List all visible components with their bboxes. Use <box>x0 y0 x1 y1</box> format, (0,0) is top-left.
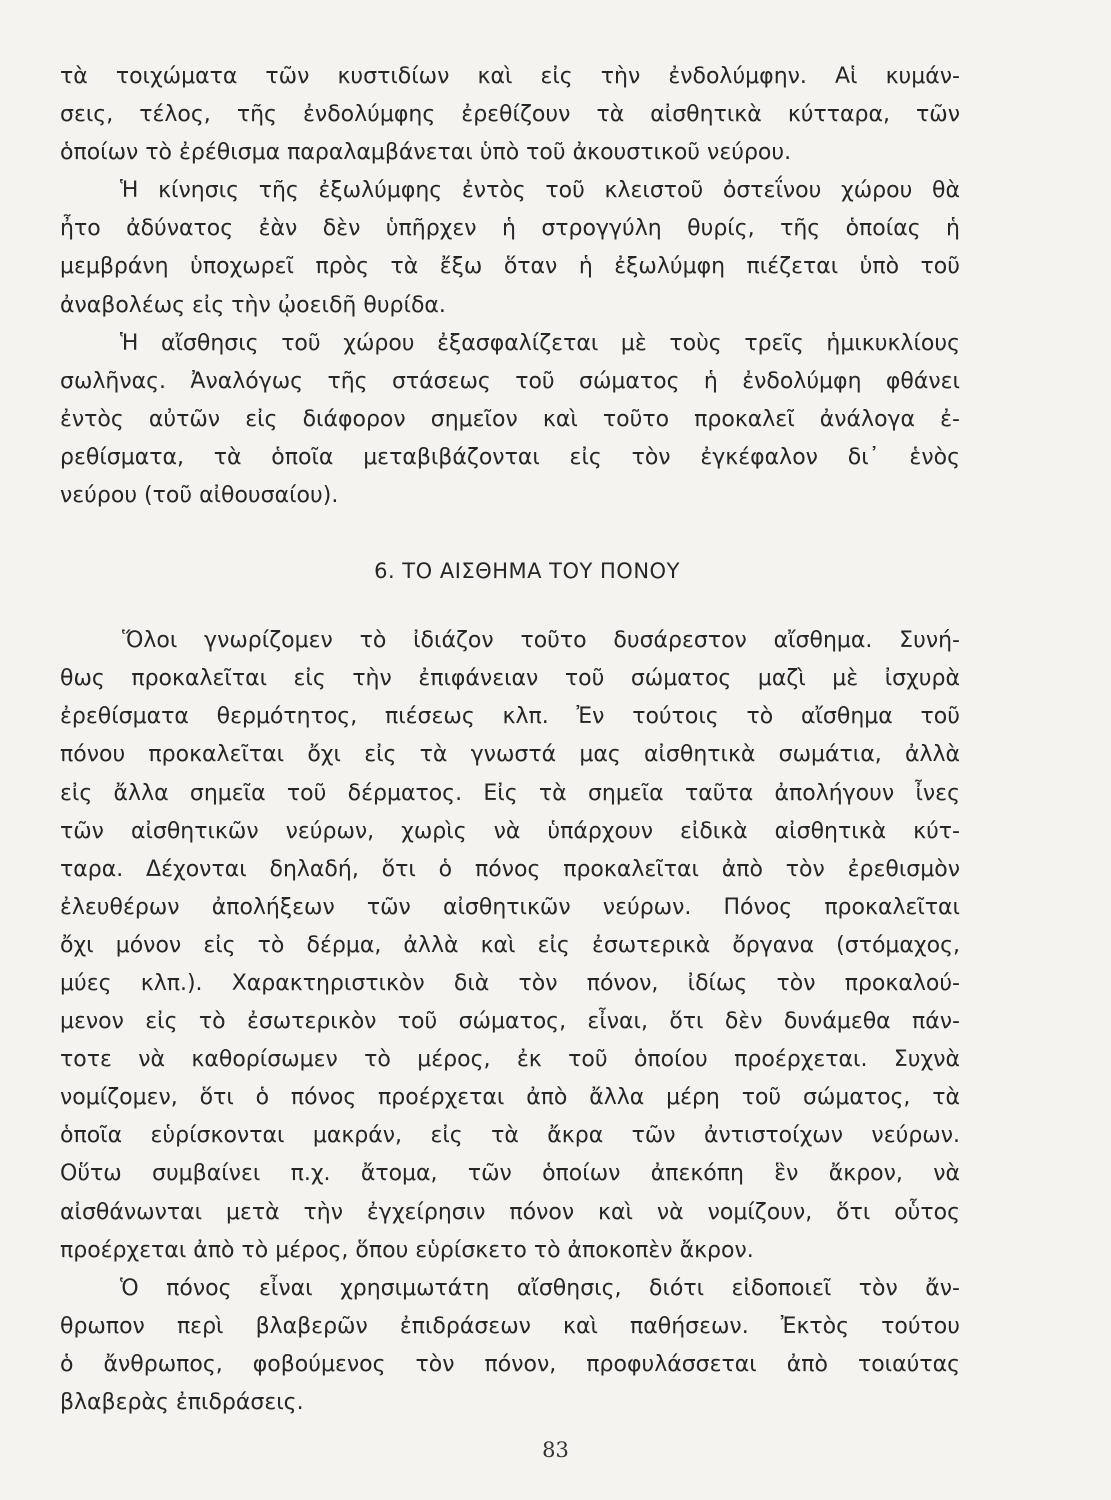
text-line: ἀναβολέως εἰς τὴν ᾠοειδῆ θυρίδα. <box>60 292 446 318</box>
text-line: βλαβερὰς ἐπιδράσεις. <box>60 1390 304 1415</box>
paragraph <box>60 325 960 515</box>
text-line: ὁποίων τὸ ἐρέθισμα παραλαμβάνεται ὑπὸ τοῦ ἀκουστικοῦ νεύρου. <box>60 140 792 166</box>
text-line: τῶν αἰσθητικῶν νεύρων, χωρὶς νὰ ὑπάρχουν εἰδικὰ αἰσθητικὰ κύτ- <box>60 818 960 844</box>
paragraph <box>60 58 960 172</box>
text-line: ἐρεθίσματα θερμότητος, πιέσεως κλπ. Ἐν τούτοις τὸ αἴσθημα τοῦ <box>60 704 960 730</box>
text-line: ὁποῖα εὑρίσκονται μακράν, εἰς τὰ ἄκρα τῶν ἀντιστοίχων νεύρων. <box>60 1123 960 1149</box>
text-line: θρωπον περὶ βλαβερῶν ἐπιδράσεων καὶ παθήσεων. Ἐκτὸς τούτου <box>60 1313 960 1339</box>
page-number: 83 <box>542 1438 569 1462</box>
text-line: σεις, τέλος, τῆς ἐνδολύμφης ἐρεθίζουν τὰ αἰσθητικὰ κύτταρα, τῶν <box>60 102 960 128</box>
text-line: εἰς ἄλλα σημεῖα τοῦ δέρματος. Εἰς τὰ σημεῖα ταῦτα ἀπολήγουν ἶνες <box>60 780 960 806</box>
section-heading: 6. ΤΟ ΑΙΣΘΗΜΑ ΤΟΥ ΠΟΝΟΥ <box>374 559 680 584</box>
text-line: ἐλευθέρων ἀπολήξεων τῶν αἰσθητικῶν νεύρων. Πόνος προκαλεῖται <box>60 894 960 920</box>
text-line: τὰ τοιχώματα τῶν κυστιδίων καὶ εἰς τὴν ἐνδολύμφην. Αἱ κυμάν- <box>60 64 960 89</box>
text-line: Ἡ κίνησις τῆς ἐξωλύμφης ἐντὸς τοῦ κλειστοῦ ὀστεΐνου χώρου θὰ <box>120 178 960 204</box>
page-body <box>60 58 960 1422</box>
paragraph <box>60 622 960 1270</box>
text-line: προέρχεται ἀπὸ τὸ μέρος, ὅπου εὑρίσκετο τὸ ἀποκοπὲν ἄκρον. <box>60 1237 754 1263</box>
text-line: ὁ ἄνθρωπος, φοβούμενος τὸν πόνον, προφυλάσσεται ἀπὸ τοιαύτας <box>60 1351 960 1377</box>
text-line: μύες κλπ.). Χαρακτηριστικὸν διὰ τὸν πόνον, ἰδίως τὸν προκαλού- <box>60 970 960 996</box>
text-line: ἐντὸς αὐτῶν εἰς διάφορον σημεῖον καὶ τοῦτο προκαλεῖ ἀνάλογα ἐ- <box>60 406 960 432</box>
text-line: Ὅλοι γνωρίζομεν τὸ ἰδιάζον τοῦτο δυσάρεστον αἴσθημα. Συνή- <box>122 628 960 654</box>
text-line: νεύρου (τοῦ αἰθουσαίου). <box>60 483 339 509</box>
text-line: ρεθίσματα, τὰ ὁποῖα μεταβιβάζονται εἰς τὸν ἐγκέφαλον δι᾿ ἑνὸς <box>60 444 960 470</box>
text-line: νομίζομεν, ὅτι ὁ πόνος προέρχεται ἀπὸ ἄλλα μέρη τοῦ σώματος, τὰ <box>60 1085 960 1111</box>
text-line: Ὁ πόνος εἶναι χρησιμωτάτη αἴσθησις, διότι εἰδοποιεῖ τὸν ἄν- <box>120 1275 960 1301</box>
text-line: μενον εἰς τὸ ἐσωτερικὸν τοῦ σώματος, εἶναι, ὅτι δὲν δυνάμεθα πάν- <box>60 1009 960 1035</box>
text-line: μεμβράνη ὑποχωρεῖ πρὸς τὰ ἔξω ὅταν ἡ ἐξωλύμφη πιέζεται ὑπὸ τοῦ <box>60 254 960 280</box>
text-line: Ἡ αἴσθησις τοῦ χώρου ἐξασφαλίζεται μὲ τοὺς τρεῖς ἡμικυκλίους <box>120 330 960 356</box>
paragraph <box>60 172 960 324</box>
text-line: αἰσθάνωνται μετὰ τὴν ἐγχείρησιν πόνον καὶ νὰ νομίζουν, ὅτι οὗτος <box>60 1199 960 1225</box>
text-line: πόνου προκαλεῖται ὄχι εἰς τὰ γνωστά μας αἰσθητικὰ σωμάτια, ἀλλὰ <box>60 742 960 768</box>
text-line: σωλῆνας. Ἀναλόγως τῆς στάσεως τοῦ σώματος ἡ ἐνδολύμφη φθάνει <box>60 368 960 394</box>
text-line: ὄχι μόνον εἰς τὸ δέρμα, ἀλλὰ καὶ εἰς ἐσωτερικὰ ὄργανα (στόμαχος, <box>60 932 960 958</box>
text-line: τοτε νὰ καθορίσωμεν τὸ μέρος, ἐκ τοῦ ὁποίου προέρχεται. Συχνὰ <box>60 1047 960 1073</box>
text-line: Οὕτω συμβαίνει π.χ. ἄτομα, τῶν ὁποίων ἀπεκόπη ἓν ἄκρον, νὰ <box>60 1161 960 1187</box>
paragraph <box>60 1270 960 1422</box>
text-line: ταρα. Δέχονται δηλαδή, ὅτι ὁ πόνος προκαλεῖται ἀπὸ τὸν ἐρεθισμὸν <box>60 856 960 882</box>
text-line: ἦτο ἀδύνατος ἐὰν δὲν ὑπῆρχεν ἡ στρογγύλη θυρίς, τῆς ὁποίας ἡ <box>60 216 960 242</box>
text-line: θως προκαλεῖται εἰς τὴν ἐπιφάνειαν τοῦ σώματος μαζὶ μὲ ἰσχυρὰ <box>60 666 960 692</box>
